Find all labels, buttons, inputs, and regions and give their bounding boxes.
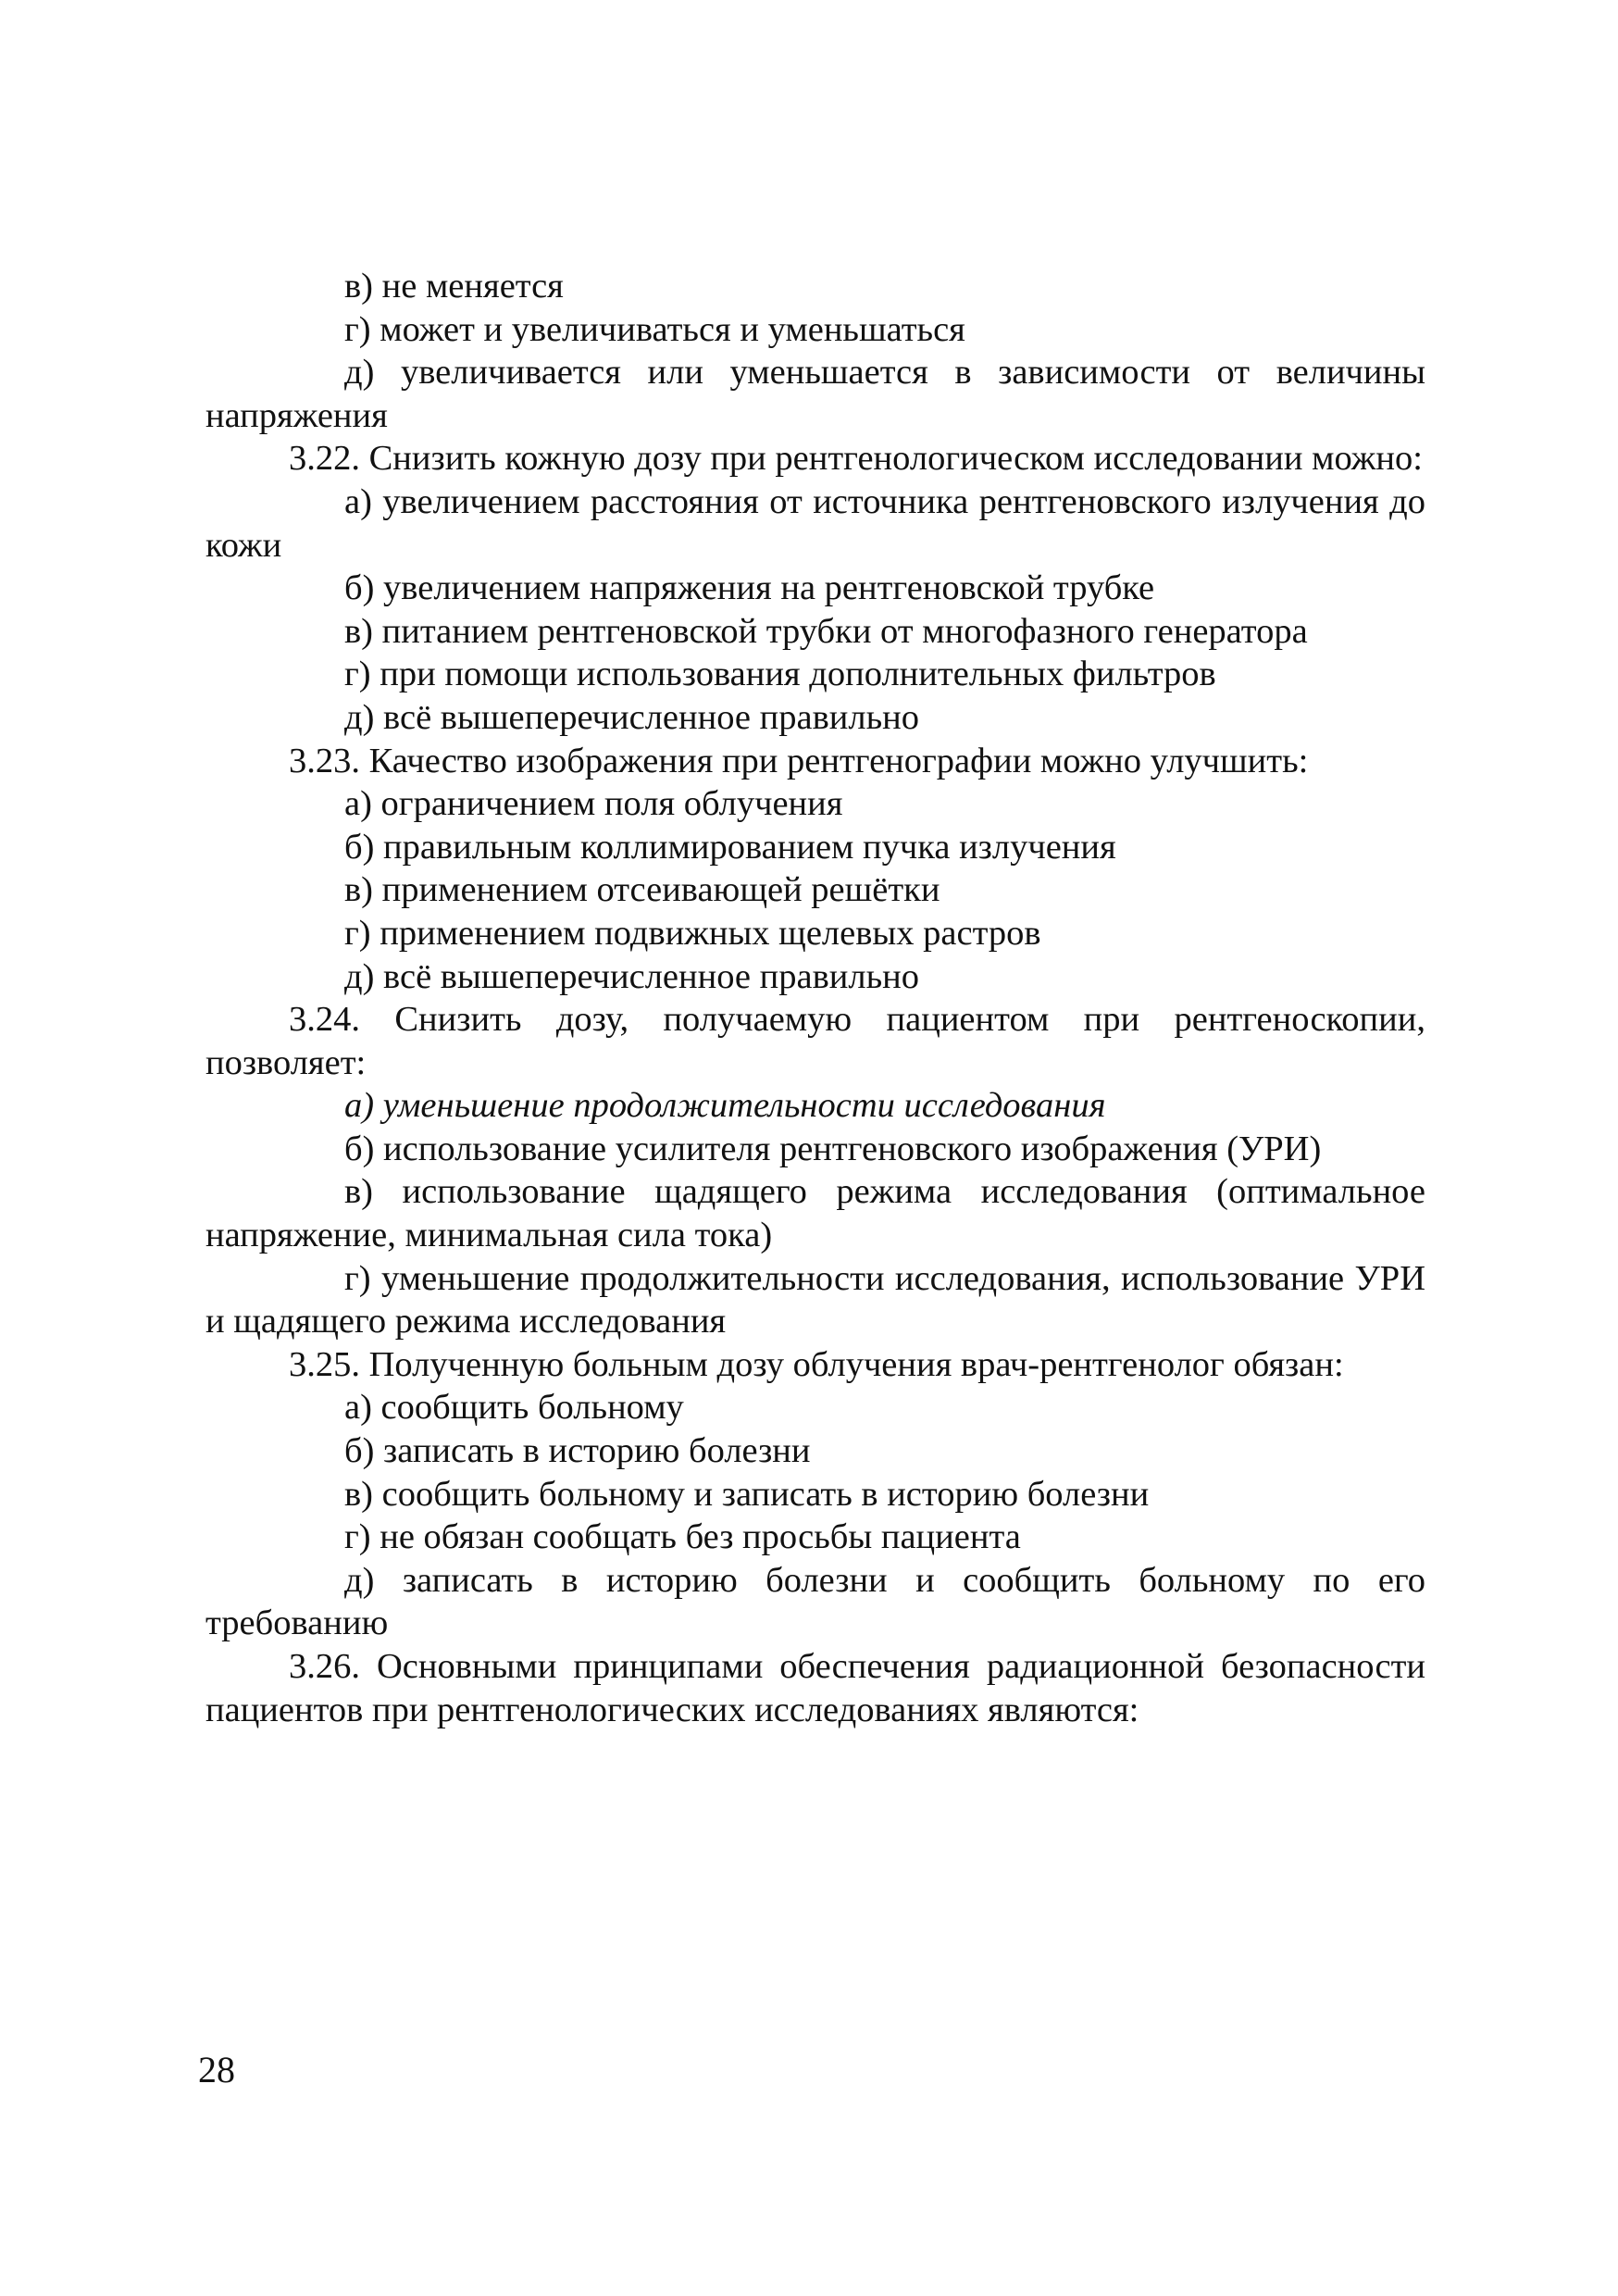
question-line: 3.24. Снизить дозу, получаемую пациентом при рентгеноскопии, позволяет: [205,1000,1425,1082]
answer-line: г) уменьшение продолжительности исследования, использование УРИ и щадящего режима исследования [205,1258,1425,1341]
answer-line: г) не обязан сообщать без просьбы пациента [344,1517,1021,1557]
answer-line: г) применением подвижных щелевых растров [344,913,1041,953]
answer-line: б) увеличением напряжения на рентгеновской трубке [344,568,1155,608]
answer-line: а) ограничением поля облучения [344,784,843,824]
answer-line: д) всё вышеперечисленное правильно [344,697,919,737]
answer-line: д) всё вышеперечисленное правильно [344,956,919,996]
answer-line: в) применением отсеивающей решётки [344,870,940,910]
page-number: 28 [198,2049,235,2090]
question-line: 3.26. Основными принципами обеспечения радиационной безопасности пациентов при рентгенологических исследованиях являются: [205,1647,1425,1729]
answer-line: а) сообщить больному [344,1388,684,1428]
answer-line: г) при помощи использования дополнительных фильтров [344,655,1216,694]
answer-line: б) правильным коллимированием пучка излучения [344,827,1116,867]
answer-line: а) увеличением расстояния от источника рентгеновского излучения до кожи [205,481,1425,565]
text-body [205,265,1425,1731]
question-line: 3.25. Полученную больным дозу облучения врач-рентгенолог обязан: [289,1344,1344,1384]
question-line: 3.23. Качество изображения при рентгенографии можно улучшить: [289,741,1309,780]
question-line: 3.22. Снизить кожную дозу при рентгенологическом исследовании можно: [289,439,1423,479]
answer-line: д) записать в историю болезни и сообщить больному по его требованию [205,1560,1425,1643]
answer-line: в) питанием рентгеновской трубки от многофазного генератора [344,611,1308,651]
answer-line: в) использование щадящего режима исследования (оптимальное напряжение, минимальная сила тока) [205,1172,1425,1255]
answer-line: б) записать в историю болезни [344,1431,811,1471]
answer-line: б) использование усилителя рентгеновского изображения (УРИ) [344,1129,1322,1168]
answer-line: в) не меняется [344,267,564,306]
answer-line: д) увеличивается или уменьшается в зависимости от величины напряжения [205,353,1425,435]
answer-line: г) может и увеличиваться и уменьшаться [344,309,965,349]
answer-line: а) уменьшение продолжительности исследования [344,1086,1106,1126]
answer-line: в) сообщить больному и записать в историю болезни [344,1474,1150,1514]
